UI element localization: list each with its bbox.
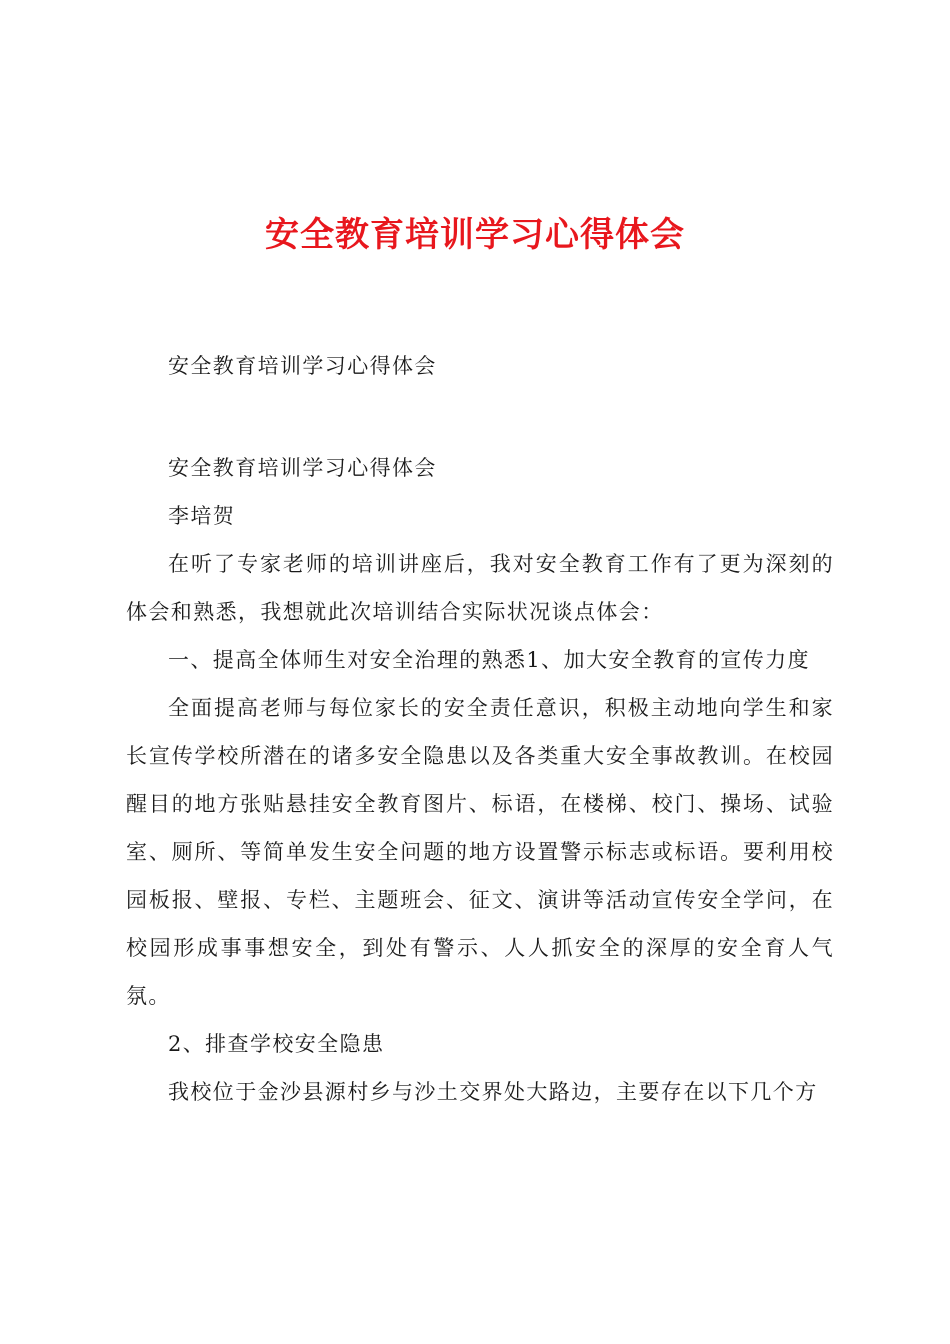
heading-paragraph: 安全教育培训学习心得体会 — [168, 456, 437, 480]
intro-paragraph: 在听了专家老师的培训讲座后，我对安全教育工作有了更为深刻的体会和熟悉，我想就此次培训结合实际状况谈点体会： — [126, 552, 834, 624]
document-body — [126, 342, 834, 1116]
subtitle-paragraph: 安全教育培训学习心得体会 — [168, 354, 437, 378]
author-paragraph: 李培贺 — [168, 504, 236, 528]
document-title: 安全教育培训学习心得体会 — [265, 215, 685, 255]
section-heading-2: 2、排查学校安全隐患 — [168, 1032, 385, 1056]
body-paragraph: 全面提高老师与每位家长的安全责任意识，积极主动地向学生和家长宣传学校所潜在的诸多安全隐患以及各类重大安全事故教训。在校园醒目的地方张贴悬挂安全教育图片、标语，在楼梯、校门、操场、试验室、厕所、等简单发生安全问题的地方设置警示标志或标语。要利用校园板报、壁报、专栏、主题班会、征文、演讲等活动宣传安全学问，在校园形成事事想安全，到处有警示、人人抓安全的深厚的安全育人气氛。 — [126, 696, 834, 1008]
paragraph-spacer — [126, 390, 834, 444]
section-heading-1: 一、提高全体师生对安全治理的熟悉1、加大安全教育的宣传力度 — [168, 648, 810, 672]
body-paragraph-continued: 我校位于金沙县源村乡与沙土交界处大路边，主要存在以下几个方 — [168, 1080, 818, 1104]
